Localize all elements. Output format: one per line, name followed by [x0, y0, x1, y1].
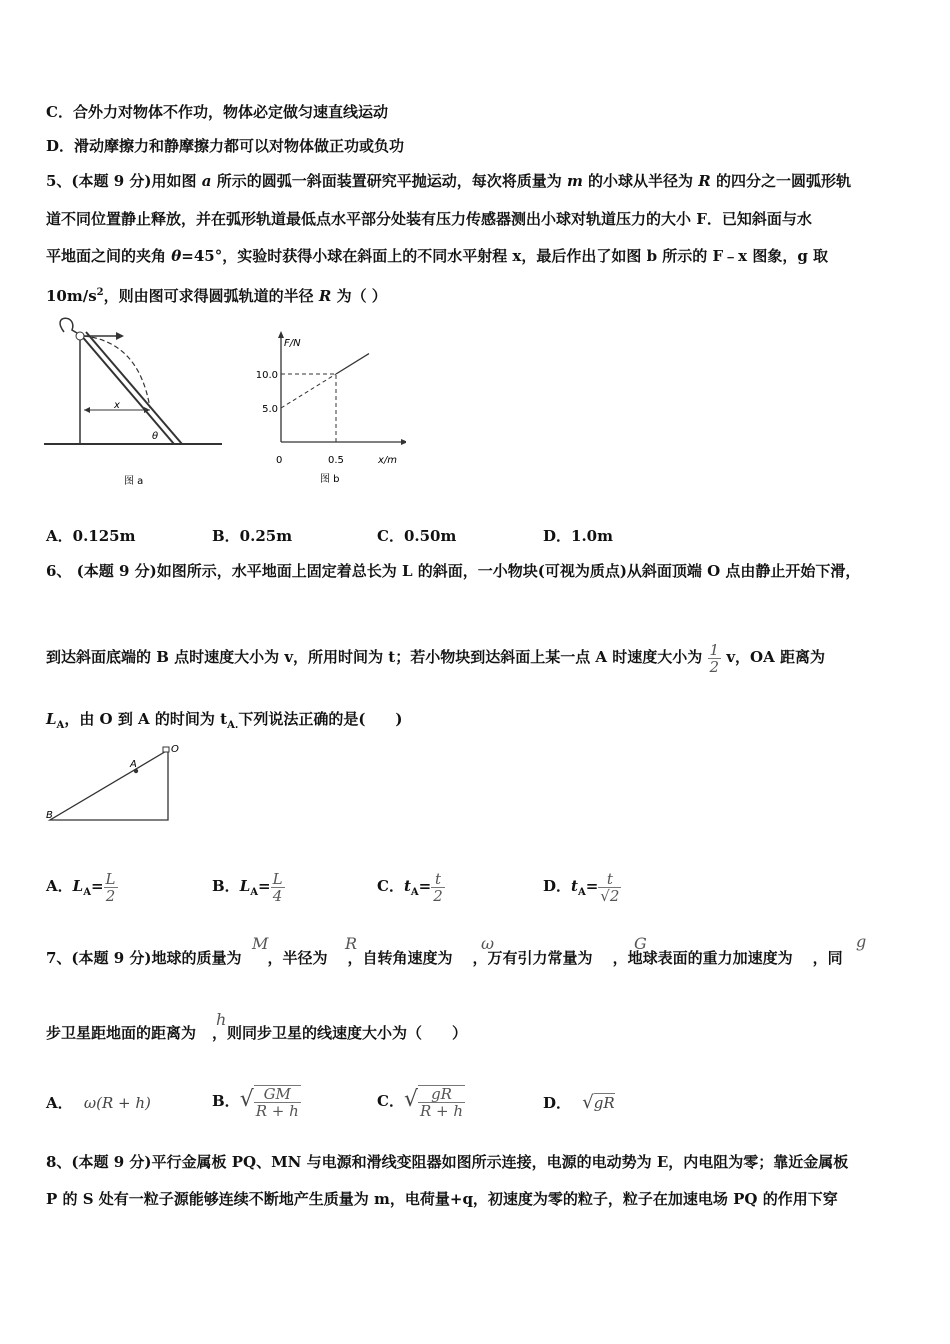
label-o: O: [171, 744, 179, 755]
symbol-omega: ω: [481, 934, 495, 953]
q4-option-d: D．滑动摩擦力和静摩擦力都可以对物体做正功或负功: [46, 137, 405, 155]
incline-triangle: [50, 750, 168, 820]
q5-option-d[interactable]: D．1.0m: [543, 527, 613, 545]
q6-stem-line-2: 到达斜面底端的 B 点时速度大小为 v，所用时间为 t；若小物块到达斜面上某一点 A 时速度大小为 $\frac{1}{2}$ v，OA 距离为: [46, 640, 825, 676]
q6-option-c[interactable]: C．$t_A=$ $\frac{t}{2}$: [377, 869, 443, 905]
q5-option-a[interactable]: A．0.125m: [46, 527, 136, 545]
y-axis-label: F/N: [284, 338, 301, 349]
q5-figure-b-chart: [246, 330, 406, 490]
q5-stem-line-1: 5、(本题 9 分)用如图 a 所示的圆弧一斜面装置研究平抛运动，每次将质量为 m 的小球从半径为 R 的四分之一圆弧形轨: [46, 172, 851, 190]
q7-stem-line-2: 步卫星距地面的距离为 ，则同步卫星的线速度大小为（ ）: [46, 1024, 468, 1042]
block-icon: [163, 747, 169, 752]
sqrt-icon: √: [582, 1092, 594, 1113]
x-axis-arrow-icon: [401, 439, 406, 445]
trajectory-dashed: [84, 336, 150, 408]
x-tick-0: 0: [276, 455, 283, 466]
q6-incline-figure: [44, 740, 184, 830]
q5-option-b[interactable]: B．0.25m: [212, 527, 293, 545]
q7-option-d[interactable]: D． √gR: [543, 1092, 615, 1113]
y-tick-0: 5.0: [262, 404, 278, 415]
symbol-g: g: [856, 932, 867, 951]
symbol-G: G: [634, 934, 647, 953]
sqrt-icon: √: [403, 1087, 418, 1112]
q5-stem-line-2: 道不同位置静止释放，并在弧形轨道最低点水平部分处装有压力传感器测出小球对轨道压力的大小 F．已知斜面与水: [46, 210, 812, 228]
q7-option-b[interactable]: B．√ $\frac{GM}{R + h}$: [212, 1085, 299, 1120]
symbol-R: R: [345, 934, 358, 953]
q6-option-b[interactable]: B．$L_A=$ $\frac{L}{4}$: [212, 869, 283, 905]
q8-stem-line-1: 8、(本题 9 分)平行金属板 PQ、MN 与电源和滑线变阻器如图所示连接，电源的电动势为 E，内电阻为零；靠近金属板: [46, 1153, 849, 1171]
x-axis-label: x/m: [378, 455, 398, 466]
label-b: B: [46, 810, 53, 821]
x-label: x: [114, 400, 120, 411]
q7-option-c[interactable]: C．√ $\frac{gR}{R + h}$: [377, 1085, 464, 1120]
theta-label: θ: [152, 431, 159, 442]
symbol-M: M: [252, 934, 269, 953]
series-line: [336, 354, 369, 374]
q7-stem-line-1: 7、(本题 9 分)地球的质量为 ，半径为 ，自转角速度为 ，万有引力常量为 ，地球表面的重力加速度为 ，同: [46, 949, 843, 967]
incline-surface-back: [86, 332, 182, 444]
figure-a-caption: 图 a: [124, 476, 144, 487]
incline-surface: [80, 334, 174, 444]
x-tick-1: 0.5: [328, 455, 344, 466]
q5-stem-line-4: $10m/s^2$，则由图可求得圆弧轨道的半径 R 为（ ）: [46, 287, 387, 305]
q6-option-d[interactable]: D．$t_A=$ $\frac{t}{√2}$: [543, 869, 620, 905]
q6-stem-line-1: 6、 (本题 9 分)如图所示，水平地面上固定着总长为 L 的斜面，一小物块(可视为质点)从斜面顶端 O 点由静止开始下滑，: [46, 562, 861, 580]
series-line-extrapolated: [281, 374, 336, 408]
arrow-head-icon: [116, 332, 124, 340]
half-fraction: $\frac{1}{2}$: [709, 640, 720, 676]
q5-stem-line-3: 平地面之间的夹角 θ=45°，实验时获得小球在斜面上的不同水平射程 x，最后作出了如图 b 所示的 F﹣x 图象，g 取: [46, 247, 829, 265]
figure-b-caption: 图 b: [320, 474, 340, 485]
q4-option-c: C．合外力对物体不作功，物体必定做匀速直线运动: [46, 103, 388, 121]
sqrt-icon: √: [239, 1087, 254, 1112]
q7-option-a[interactable]: A． ω(R + h): [46, 1094, 151, 1112]
q5-option-c[interactable]: C．0.50m: [377, 527, 457, 545]
y-axis-arrow-icon: [278, 331, 284, 338]
q6-stem-line-3: $L_A$，由 O 到 A 的时间为 $t_{A.}$下列说法正确的是( ): [46, 710, 403, 731]
q5-figure-a: [44, 312, 224, 492]
y-tick-1: 10.0: [255, 370, 278, 381]
arrow-left-icon: [84, 407, 90, 413]
ball-icon: [76, 332, 84, 340]
q6-option-a[interactable]: A．$L_A=$ $\frac{L}{2}$: [46, 869, 116, 905]
symbol-h: h: [216, 1010, 227, 1029]
q8-stem-line-2: P 的 S 处有一粒子源能够连续不断地产生质量为 m，电荷量+q，初速度为零的粒子，粒子在加速电场 PQ 的作用下穿: [46, 1190, 838, 1208]
label-a: A: [130, 759, 137, 770]
